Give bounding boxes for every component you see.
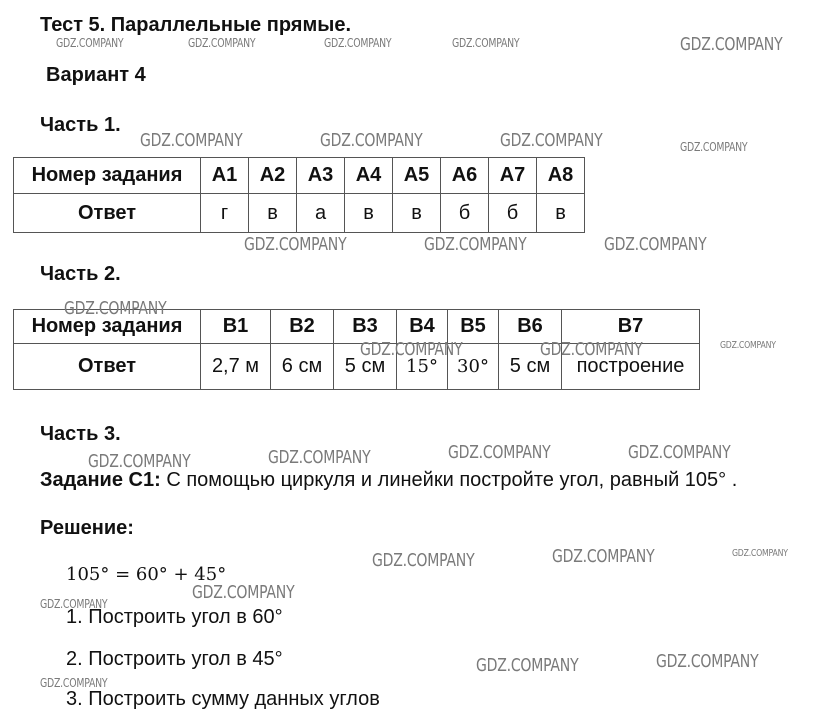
header-label-cell: Номер задания — [14, 310, 201, 344]
answer-cell: 5 см — [499, 344, 562, 390]
solution-step: 1. Построить угол в 60° — [66, 606, 283, 628]
task-number-cell: A3 — [297, 158, 345, 194]
task-number-cell: A6 — [441, 158, 489, 194]
watermark: GDZ.COMPANY — [476, 655, 579, 676]
watermark: GDZ.COMPANY — [540, 339, 643, 360]
page-title: Тест 5. Параллельные прямые. — [40, 14, 351, 36]
answer-cell: в — [345, 194, 393, 233]
solution-step: 2. Построить угол в 45° — [66, 648, 283, 670]
task-text: С помощью циркуля и линейки постройте угол, равный 105° . — [166, 469, 738, 491]
watermark: GDZ.COMPANY — [656, 651, 759, 672]
answer-cell: г — [201, 194, 249, 233]
watermark: GDZ.COMPANY — [500, 130, 603, 151]
watermark: GDZ.COMPANY — [732, 548, 788, 559]
answer-cell: 15° — [397, 344, 448, 390]
task-number-cell: B2 — [271, 310, 334, 344]
answer-label-cell: Ответ — [14, 344, 201, 390]
watermark: GDZ.COMPANY — [244, 234, 347, 255]
part1-answer-table — [13, 157, 585, 233]
task-number-cell: B1 — [201, 310, 271, 344]
watermark: GDZ.COMPANY — [720, 340, 776, 351]
watermark: GDZ.COMPANY — [192, 582, 295, 603]
task-label: Задание С1: — [40, 469, 161, 491]
watermark: GDZ.COMPANY — [552, 546, 655, 567]
header-label-cell: Номер задания — [14, 158, 201, 194]
answer-label-cell: Ответ — [14, 194, 201, 233]
watermark: GDZ.COMPANY — [324, 36, 392, 50]
task-number-cell: B6 — [499, 310, 562, 344]
watermark: GDZ.COMPANY — [64, 298, 167, 319]
answer-cell: 6 см — [271, 344, 334, 390]
part3-heading: Часть 3. — [40, 423, 121, 445]
watermark: GDZ.COMPANY — [424, 234, 527, 255]
task-c1 — [40, 469, 737, 492]
watermark: GDZ.COMPANY — [188, 36, 256, 50]
watermark: GDZ.COMPANY — [448, 442, 551, 463]
variant-label: Вариант 4 — [46, 64, 146, 86]
solution-step: 3. Построить сумму данных углов — [66, 688, 380, 710]
part1-heading: Часть 1. — [40, 114, 121, 136]
answer-cell: 5 см — [334, 344, 397, 390]
task-number-cell: B7 — [562, 310, 700, 344]
answer-cell: 2,7 м — [201, 344, 271, 390]
answer-cell: в — [537, 194, 585, 233]
answer-cell: 30° — [448, 344, 499, 390]
watermark: GDZ.COMPANY — [56, 36, 124, 50]
answer-cell: в — [393, 194, 441, 233]
part2-heading: Часть 2. — [40, 263, 121, 285]
answer-cell: а — [297, 194, 345, 233]
watermark: GDZ.COMPANY — [372, 550, 475, 571]
task-number-cell: A5 — [393, 158, 441, 194]
task-number-cell: A4 — [345, 158, 393, 194]
answer-cell: б — [441, 194, 489, 233]
solution-heading: Решение: — [40, 517, 134, 539]
watermark: GDZ.COMPANY — [268, 447, 371, 468]
answer-cell: в — [249, 194, 297, 233]
watermark: GDZ.COMPANY — [604, 234, 707, 255]
watermark: GDZ.COMPANY — [140, 130, 243, 151]
watermark: GDZ.COMPANY — [680, 34, 783, 55]
watermark: GDZ.COMPANY — [452, 36, 520, 50]
part1-answer-row — [14, 194, 585, 233]
task-number-cell: B4 — [397, 310, 448, 344]
answer-cell: б — [489, 194, 537, 233]
watermark: GDZ.COMPANY — [88, 451, 191, 472]
task-number-cell: A7 — [489, 158, 537, 194]
answer-cell: построение — [562, 344, 700, 390]
watermark: GDZ.COMPANY — [628, 442, 731, 463]
part1-header-row — [14, 158, 585, 194]
watermark: GDZ.COMPANY — [680, 140, 748, 154]
formula: 105° = 60° + 45° — [66, 564, 227, 585]
task-number-cell: A8 — [537, 158, 585, 194]
watermark: GDZ.COMPANY — [320, 130, 423, 151]
watermark: GDZ.COMPANY — [40, 676, 108, 690]
task-number-cell: B3 — [334, 310, 397, 344]
task-number-cell: A1 — [201, 158, 249, 194]
watermark: GDZ.COMPANY — [40, 597, 108, 611]
watermark: GDZ.COMPANY — [360, 339, 463, 360]
task-number-cell: A2 — [249, 158, 297, 194]
task-number-cell: B5 — [448, 310, 499, 344]
